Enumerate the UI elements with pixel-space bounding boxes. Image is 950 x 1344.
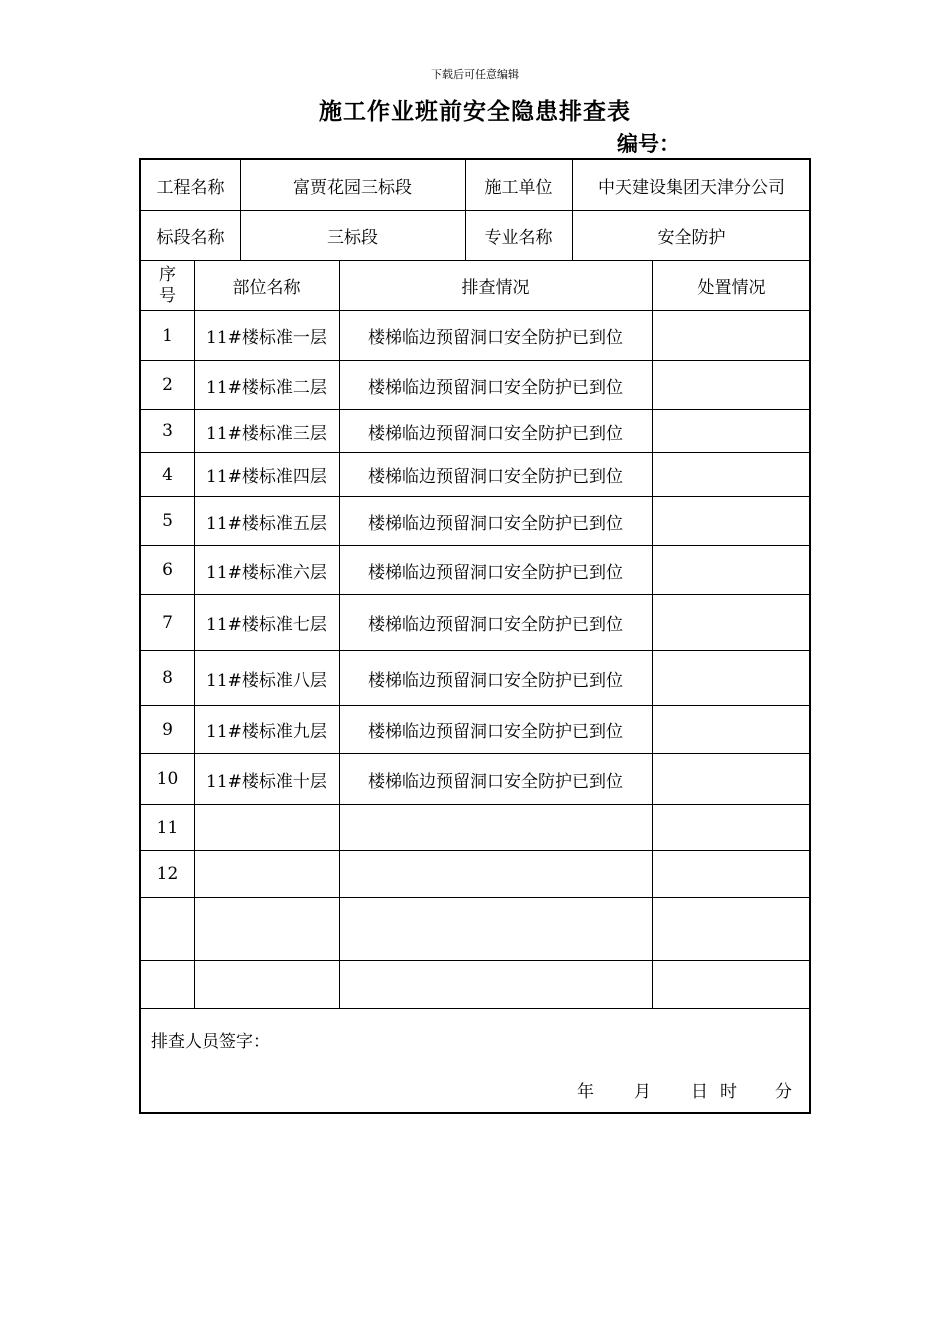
- hour-label: 时: [720, 1082, 737, 1102]
- grid-line: [141, 960, 811, 961]
- row-disposal: [652, 546, 811, 594]
- row-inspection: [339, 898, 652, 960]
- page-title: 施工作业班前安全隐患排查表: [319, 98, 631, 125]
- grid-line: [465, 160, 466, 260]
- row-disposal: [652, 805, 811, 850]
- row-no: 3: [162, 421, 173, 441]
- grid-line: [339, 260, 340, 1008]
- grid-line: [141, 650, 811, 651]
- row-location: 11#楼标准四层: [206, 467, 327, 487]
- day-label: 日: [691, 1082, 708, 1102]
- row-inspection: 楼梯临边预留洞口安全防护已到位: [368, 771, 623, 792]
- row-disposal: [652, 595, 811, 650]
- row-location: [194, 851, 339, 897]
- grid-line: [141, 850, 811, 851]
- year-label: 年: [577, 1082, 594, 1102]
- grid-line: [141, 705, 811, 706]
- row-disposal: [652, 961, 811, 1008]
- grid-line: [141, 409, 811, 410]
- grid-line: [141, 210, 811, 211]
- row-disposal: [652, 361, 811, 409]
- row-inspection: 楼梯临边预留洞口安全防护已到位: [368, 562, 623, 583]
- specialty-name-label: 专业名称: [484, 228, 553, 248]
- row-disposal: [652, 497, 811, 545]
- row-location: 11#楼标准九层: [206, 722, 327, 742]
- month-label: 月: [634, 1082, 651, 1102]
- grid-line: [141, 310, 811, 311]
- grid-line: [141, 897, 811, 898]
- row-location: 11#楼标准七层: [206, 615, 327, 635]
- signature-label: 排查人员签字：: [151, 1032, 270, 1052]
- row-no: 8: [162, 668, 173, 688]
- row-no: [141, 898, 194, 960]
- col-header-inspection: 排查情况: [461, 278, 530, 298]
- project-name-value: 富贾花园三标段: [293, 177, 412, 198]
- row-no: 9: [162, 719, 173, 740]
- grid-line: [141, 260, 811, 261]
- row-inspection: [339, 851, 652, 897]
- row-location: [194, 961, 339, 1008]
- row-no: 11: [156, 817, 179, 838]
- col-header-no: [141, 261, 194, 310]
- grid-line: [141, 360, 811, 361]
- row-location: 11#楼标准五层: [206, 513, 327, 534]
- row-no: 4: [162, 464, 173, 485]
- construction-unit-label: 施工单位: [484, 177, 553, 198]
- grid-line: [141, 452, 811, 453]
- row-inspection: 楼梯临边预留洞口安全防护已到位: [368, 615, 623, 635]
- grid-line: [141, 753, 811, 754]
- inspection-form-table: [139, 158, 811, 1114]
- row-inspection: 楼梯临边预留洞口安全防护已到位: [368, 467, 623, 487]
- row-location: 11#楼标准十层: [206, 771, 327, 792]
- row-location: [194, 805, 339, 850]
- signature-area: [141, 1009, 811, 1112]
- row-no: 12: [156, 864, 179, 884]
- row-location: 11#楼标准六层: [206, 562, 327, 583]
- row-location: 11#楼标准一层: [206, 328, 327, 348]
- row-disposal: [652, 453, 811, 496]
- date-time-line: [577, 1077, 792, 1102]
- col-header-disposal: 处置情况: [697, 278, 766, 298]
- grid-line: [652, 260, 653, 1008]
- grid-line: [572, 160, 573, 260]
- row-inspection: 楼梯临边预留洞口安全防护已到位: [368, 513, 623, 534]
- row-inspection: 楼梯临边预留洞口安全防护已到位: [368, 722, 623, 742]
- row-disposal: [652, 851, 811, 897]
- project-name-label: 工程名称: [156, 177, 225, 198]
- row-disposal: [652, 754, 811, 804]
- grid-line: [141, 545, 811, 546]
- row-no: 2: [162, 375, 173, 395]
- row-no: 10: [156, 769, 179, 789]
- row-disposal: [652, 651, 811, 705]
- row-disposal: [652, 706, 811, 753]
- row-no: 7: [162, 612, 173, 633]
- row-location: 11#楼标准八层: [206, 670, 327, 691]
- grid-line: [141, 496, 811, 497]
- row-inspection: 楼梯临边预留洞口安全防护已到位: [368, 423, 623, 444]
- grid-line: [141, 594, 811, 595]
- header-note: 下载后可任意编辑: [431, 68, 519, 81]
- grid-line: [240, 160, 241, 260]
- col-header-no-line1: 序: [159, 264, 176, 285]
- row-location: 11#楼标准三层: [206, 423, 327, 444]
- grid-line: [141, 804, 811, 805]
- row-no: 5: [162, 511, 173, 531]
- col-header-location: 部位名称: [232, 278, 301, 298]
- row-inspection: 楼梯临边预留洞口安全防护已到位: [368, 328, 623, 348]
- row-inspection: [339, 961, 652, 1008]
- minute-label: 分: [775, 1082, 792, 1102]
- row-disposal: [652, 410, 811, 452]
- row-inspection: 楼梯临边预留洞口安全防护已到位: [368, 670, 623, 691]
- row-inspection: 楼梯临边预留洞口安全防护已到位: [368, 377, 623, 398]
- row-inspection: [339, 805, 652, 850]
- col-header-no-line2: 号: [159, 285, 176, 306]
- row-no: [141, 961, 194, 1008]
- row-no: 6: [162, 560, 173, 580]
- row-disposal: [652, 311, 811, 360]
- number-label: 编号：: [617, 131, 680, 156]
- row-no: 1: [162, 325, 173, 346]
- construction-unit-value: 中天建设集团天津分公司: [598, 177, 785, 198]
- grid-line: [194, 260, 195, 1008]
- specialty-name-value: 安全防护: [657, 228, 726, 248]
- row-disposal: [652, 898, 811, 960]
- row-location: 11#楼标准二层: [206, 377, 327, 398]
- section-name-label: 标段名称: [156, 228, 225, 248]
- row-location: [194, 898, 339, 960]
- section-name-value: 三标段: [327, 228, 378, 248]
